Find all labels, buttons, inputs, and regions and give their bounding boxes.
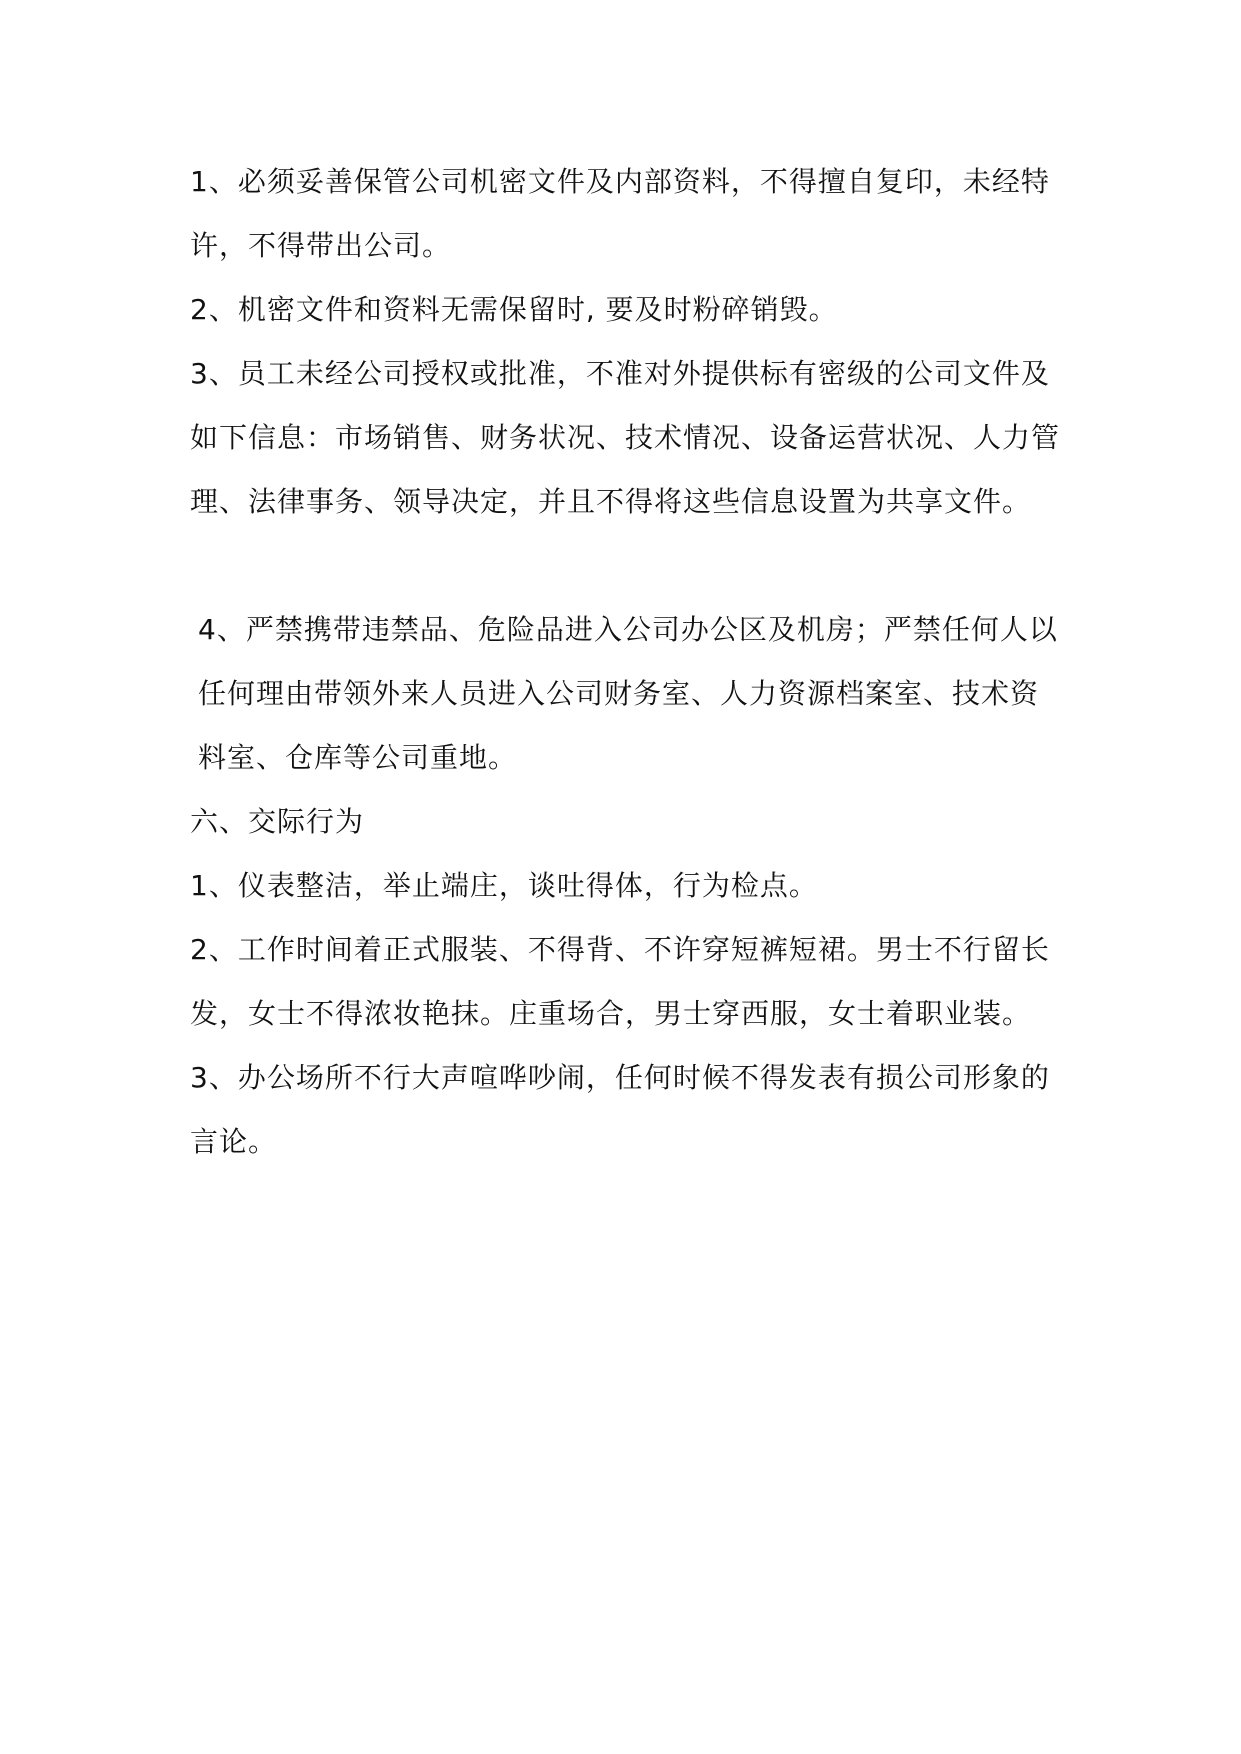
paragraph-gap [190,534,1060,598]
paragraph-dress-code: 2、工作时间着正式服装、不得背、不许穿短裤短裙。男士不行留长发，女士不得浓妆艳抹。庄重场合，男士穿西服，女士着职业装。 [190,933,1050,1030]
paragraph-confidential-files: 1、必须妥善保管公司机密文件及内部资料，不得擅自复印，未经特许，不得带出公司。 [190,165,1050,262]
section-heading-social-behavior: 六、交际行为 [190,805,365,838]
paragraph-prohibited-items: 4、严禁携带违禁品、危险品进入公司办公区及机房；严禁任何人以任何理由带领外来人员进入公司财务室、人力资源档案室、技术资料室、仓库等公司重地。 [198,613,1058,774]
paragraph-shred-files: 2、机密文件和资料无需保留时, 要及时粉碎销毁。 [190,293,838,326]
paragraph-information-restriction: 3、员工未经公司授权或批准，不准对外提供标有密级的公司文件及如下信息：市场销售、财务状况、技术情况、设备运营状况、人力管理、法律事务、领导决定，并且不得将这些信息设置为共享文件。 [190,357,1061,518]
paragraph-appearance: 1、仪表整洁，举止端庄，谈吐得体，行为检点。 [190,869,818,902]
document-body [190,150,1060,1174]
paragraph-office-conduct: 3、办公场所不行大声喧哗吵闹，任何时候不得发表有损公司形象的言论。 [190,1061,1050,1158]
